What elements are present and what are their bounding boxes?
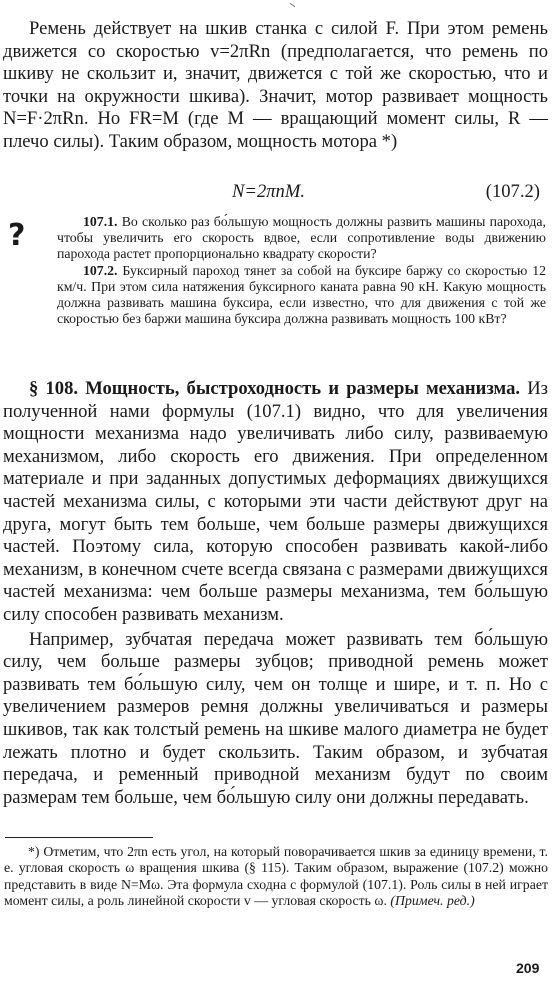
problem-text: Буксирный пароход тянет за собой на буксире баржу со скоростью 12 км/ч. При этом сила натяжения буксирного каната равна 90 кН. Какую мощность должна развивать машина буксира, если известно, что для движения с той же скоростью без баржи машина буксира должна развивать мощность 100 кВт? [57,262,546,327]
problem-text: Во сколько раз бо́льшую мощность должны развить машины парохода, чтобы увеличить его скорость вдвое, если сопротивление воды движению парохода растет пропорционально квадрату скорости? [57,214,546,262]
intro-text: Ремень действует на шкив станка с силой F. При этом ремень движется со скоростью v=2πRn (предполагается, что ремень по шкиву не скользит и, значит, движется с той же скоростью, что и точки на окружности шкива). Значит, мотор развивает мощность N=F·2πRn. Но FR=M (где M — вращающий момент силы, R — плечо силы). Таким образом, мощность мотора *) [3,18,548,152]
problem-item [57,263,546,328]
formula-number: (107.2) [485,181,540,202]
problem-label: 107.1. [83,214,118,229]
editor-note: (Примеч. ред.) [390,893,475,909]
problem-item [57,214,546,263]
section-heading: § 108. Мощность, быстроходность и размеры механизма. [29,378,521,399]
question-mark-icon: ? [8,218,26,253]
print-mark [287,3,295,11]
footnote-body: *) Отметим, что 2πn есть угол, на который поворачивается шкив за единицу времени, т. е. угловая скорость ω вращения шкива (§ 115). Таким образом, выражение (107.2) можно представить в виде N=Mω. Эта формула сходна с формулой (107.1). Роль силы в ней играет момент силы, а роль линейной скорости v — угловая скорость ω. [4,844,548,909]
footnote-text [4,844,548,910]
formula-107-2 [0,181,548,205]
section-108 [3,378,548,809]
problems-block [57,214,546,327]
intro-paragraph [3,18,548,153]
problem-label: 107.2. [83,262,118,278]
footnote-divider [5,837,153,838]
section-paragraph: Например, зубчатая передача может развивать тем бо́льшую силу, чем больше размеры зубцов; приводной ремень может развивать тем бо́льшую силу, чем он толще и шире, и т. п. Но с увеличением размеров ремня должны увеличиваться и размеры шкивов, так как толстый ремень на шкиве малого диаметра не будет лежать плотно и будет скользить. Таким образом, и зубчатая передача, и ременный приводной механизм будут по своим размерам тем больше, чем бо́льшую силу они должны передавать. [3,628,548,808]
section-paragraph-text: Из полученной нами формулы (107.1) видно, что для увеличения мощности механизма надо увеличивать либо силу, развиваемую механизмом, либо скорость его движения. При определенном материале и при заданных допустимых деформациях движущихся частей механизма силы, с которыми эти части действуют друг на друга, могут быть тем больше, чем больше размеры движущихся частей. Поэтому сила, которую способен развивать какой-либо механизм, в конечном счете всегда связана с размерами движущихся частей механизма: чем больше размеры механизма, тем бо́льшую силу способен развивать механизм. [3,378,548,625]
formula-expression: N=2πnM. [232,181,305,202]
section-paragraph [3,378,548,627]
page-number: 209 [516,960,540,976]
footnote [4,844,548,910]
